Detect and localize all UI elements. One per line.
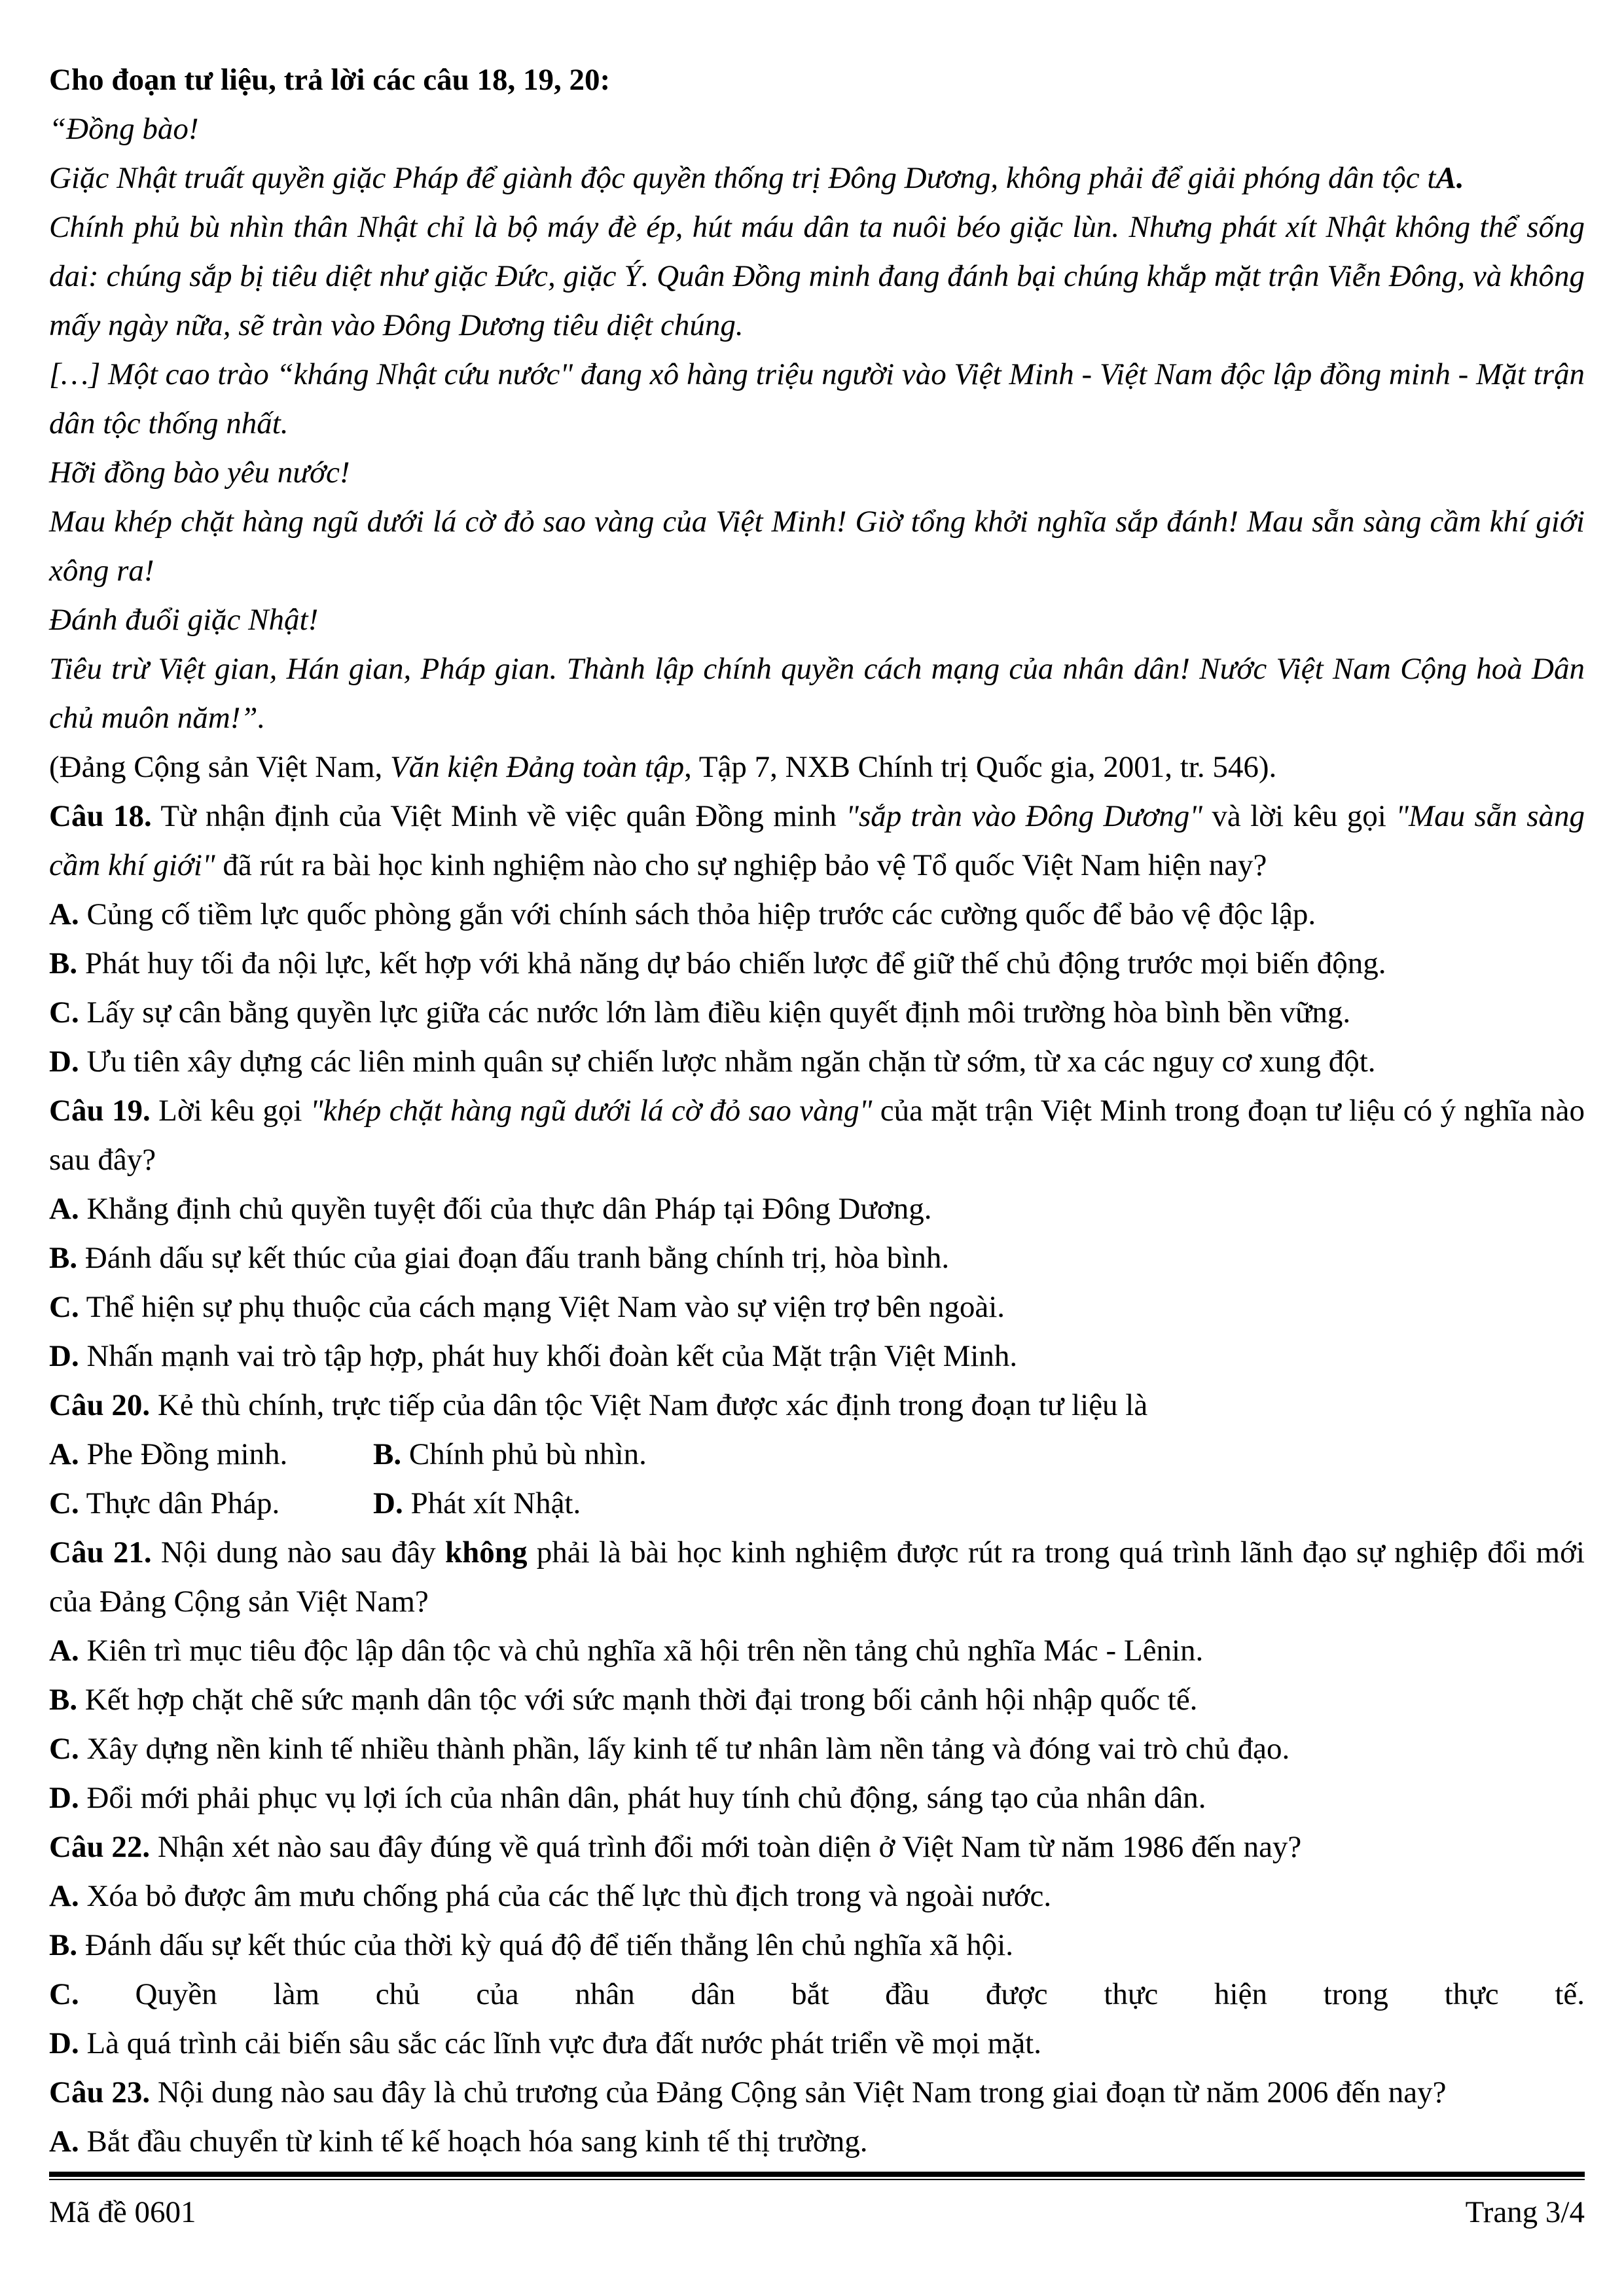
text-run: Thực dân Pháp.	[86, 1486, 280, 1520]
question	[49, 1528, 1585, 1823]
text-run: Xóa bỏ được âm mưu chống phá của các thế lực thù địch trong và ngoài nước.	[86, 1879, 1052, 1913]
option-label: D.	[49, 2026, 79, 2060]
text-run: Mau khép chặt hàng ngũ dưới lá cờ đỏ sao vàng của Việt Minh! Giờ tổng khởi nghĩa sắp đánh! Mau sẵn sàng cầm khí giới xông ra!	[49, 505, 1585, 588]
text-run: phải là bài học kinh nghiệm được rút ra trong quá trình lãnh đạo sự nghiệp đổi mới của Đảng Cộng sản Việt Nam?	[49, 1535, 1585, 1619]
text-run: Phe Đồng minh.	[86, 1437, 288, 1471]
passage	[49, 105, 1585, 743]
option	[49, 890, 1585, 939]
text-run: Từ nhận định của Việt Minh về việc quân Đồng minh	[160, 799, 846, 833]
option-label: B.	[49, 1241, 78, 1275]
text-run: (Đảng Cộng sản Việt Nam,	[49, 750, 391, 784]
option	[49, 1676, 1585, 1725]
text-run: Củng cố tiềm lực quốc phòng gắn với chính sách thỏa hiệp trước các cường quốc để bảo vệ độc lập.	[86, 897, 1316, 931]
option	[49, 1725, 1585, 1774]
option-label: C.	[49, 1732, 79, 1766]
option-cell	[373, 1430, 647, 1479]
option	[49, 1283, 1585, 1332]
question-stem	[49, 792, 1585, 890]
text-run: Nhấn mạnh vai trò tập hợp, phát huy khối đoàn kết của Mặt trận Việt Minh.	[86, 1339, 1018, 1373]
option	[49, 988, 1585, 1037]
option-row	[49, 1430, 1585, 1479]
option-label: A.	[49, 1634, 79, 1668]
text-run: Lời kêu gọi	[158, 1094, 310, 1128]
passage-paragraph	[49, 596, 1585, 645]
text-run: đã rút ra bài học kinh nghiệm nào cho sự nghiệp bảo vệ Tổ quốc Việt Nam hiện nay?	[215, 848, 1267, 882]
option	[373, 1437, 647, 1471]
text-run: Lấy sự cân bằng quyền lực giữa các nước lớn làm điều kiện quyết định môi trường hòa bình bền vững.	[86, 996, 1351, 1030]
option-label: C.	[49, 1486, 79, 1520]
questions	[49, 792, 1585, 2166]
text-run: Nội dung nào sau đây là chủ trương của Đảng Cộng sản Việt Nam trong giai đoạn từ năm 2006 đến nay?	[157, 2075, 1447, 2109]
option	[49, 1970, 1585, 2019]
question-label: Câu 21.	[49, 1535, 152, 1570]
question	[49, 1381, 1585, 1528]
text-run: Chính phủ bù nhìn.	[408, 1437, 647, 1471]
text-run: Bắt đầu chuyển từ kinh tế kế hoạch hóa sang kinh tế thị trường.	[86, 2125, 868, 2159]
text-run: Hỡi đồng bào yêu nước!	[49, 456, 350, 490]
option	[49, 939, 1585, 988]
option	[373, 1486, 581, 1520]
text-run: Ưu tiên xây dựng các liên minh quân sự chiến lược nhằm ngăn chặn từ sớm, từ xa các nguy cơ xung đột.	[86, 1045, 1376, 1079]
option-label: B.	[49, 1928, 78, 1962]
text-run: A.	[1435, 161, 1464, 195]
option-cell	[49, 1430, 373, 1479]
option	[49, 1437, 287, 1471]
text-run: […] Một cao trào “kháng Nhật cứu nước" đang xô hàng triệu người vào Việt Minh - Việt Nam độc lập đồng minh - Mặt trận dân tộc thống nhất.	[49, 357, 1585, 440]
option-label: D.	[373, 1486, 403, 1520]
option-cell	[49, 1479, 373, 1528]
option	[49, 1626, 1585, 1676]
text-run: của mặt trận Việt Minh trong đoạn tư liệu có ý nghĩa nào sau đây?	[49, 1094, 1585, 1177]
option-label: B.	[373, 1437, 402, 1471]
passage-paragraph	[49, 497, 1585, 596]
question	[49, 1086, 1585, 1381]
question-label: Câu 20.	[49, 1388, 151, 1422]
option-label: A.	[49, 1192, 79, 1226]
option-label: A.	[49, 2125, 79, 2159]
option	[49, 2117, 1585, 2166]
text-run: Đánh dấu sự kết thúc của giai đoạn đấu tranh bằng chính trị, hòa bình.	[84, 1241, 950, 1275]
text-run: Giặc Nhật truất quyền giặc Pháp để giành độc quyền thống trị Đông Dương, không phải để giải phóng dân tộc t	[49, 161, 1436, 195]
text-run: “Đồng bào!	[49, 112, 199, 146]
text-run: không	[445, 1535, 528, 1570]
text-run: Kẻ thù chính, trực tiếp của dân tộc Việt Nam được xác định trong đoạn tư liệu là	[157, 1388, 1148, 1422]
option-label: D.	[49, 1045, 79, 1079]
passage-paragraph	[49, 645, 1585, 743]
question-stem	[49, 1823, 1585, 1872]
text-run: Quyền làm chủ của nhân dân bắt đầu được thực hiện trong thực tế.	[135, 1977, 1585, 2011]
option-label: B.	[49, 1683, 78, 1717]
page-number: Trang 3/4	[1465, 2195, 1585, 2229]
text-run: Phát xít Nhật.	[410, 1486, 581, 1520]
text-run: và lời kêu gọi	[1202, 799, 1396, 833]
question-stem	[49, 1528, 1585, 1626]
option-label: A.	[49, 897, 79, 931]
option	[49, 1921, 1585, 1970]
footer-rule	[49, 2172, 1585, 2180]
text-run: Đánh dấu sự kết thúc của thời kỳ quá độ để tiến thẳng lên chủ nghĩa xã hội.	[84, 1928, 1014, 1962]
text-run: Khẳng định chủ quyền tuyệt đối của thực dân Pháp tại Đông Dương.	[86, 1192, 932, 1226]
text-run: Là quá trình cải biến sâu sắc các lĩnh vực đưa đất nước phát triển về mọi mặt.	[86, 2026, 1041, 2060]
passage-paragraph	[49, 154, 1585, 203]
question-label: Câu 18.	[49, 799, 152, 833]
question	[49, 2068, 1585, 2166]
text-run: , Tập 7, NXB Chính trị Quốc gia, 2001, tr. 546	[684, 750, 1259, 784]
option-cell	[373, 1479, 581, 1528]
text-run: Đánh đuổi giặc Nhật!	[49, 603, 319, 637]
question-label: Câu 22.	[49, 1830, 151, 1864]
option	[49, 1872, 1585, 1921]
text-run: "Mau sẵn sàng cầm khí giới"	[49, 799, 1585, 882]
passage-paragraph	[49, 448, 1585, 497]
option-label: B.	[49, 946, 78, 980]
option-row	[49, 1479, 1585, 1528]
question	[49, 1823, 1585, 2068]
text-run: Nhận xét nào sau đây đúng về quá trình đổi mới toàn diện ở Việt Nam từ năm 1986 đến nay?	[157, 1830, 1302, 1864]
passage-paragraph	[49, 350, 1585, 448]
question-stem	[49, 1381, 1585, 1430]
citation-line	[49, 743, 1585, 792]
question-stem	[49, 2068, 1585, 2117]
option-label: C.	[49, 1977, 79, 2011]
text-run: Thể hiện sự phụ thuộc của cách mạng Việt Nam vào sự viện trợ bên ngoài.	[86, 1290, 1005, 1324]
text-run: Kết hợp chặt chẽ sức mạnh dân tộc với sức mạnh thời đại trong bối cảnh hội nhập quốc tế.	[84, 1683, 1198, 1717]
passage-paragraph	[49, 105, 1585, 154]
footer	[49, 2172, 1585, 2237]
text-run: "khép chặt hàng ngũ dưới lá cờ đỏ sao vàng"	[310, 1094, 873, 1128]
text-run: Văn kiện Đảng toàn tập	[390, 750, 685, 784]
text-run: Đổi mới phải phục vụ lợi ích của nhân dân, phát huy tính chủ động, sáng tạo của nhân dân.	[86, 1781, 1206, 1815]
text-run: Nội dung nào sau đây	[160, 1535, 446, 1570]
text-run: Xây dựng nền kinh tế nhiều thành phần, lấy kinh tế tư nhân làm nền tảng và đóng vai trò chủ đạo.	[86, 1732, 1290, 1766]
option	[49, 2019, 1585, 2068]
exam-code: Mã đề 0601	[49, 2195, 196, 2229]
option-label: A.	[49, 1437, 79, 1471]
text-run: Tiêu trừ Việt gian, Hán gian, Pháp gian. Thành lập chính quyền cách mạng của nhân dân! Nước Việt Nam Cộng hoà Dân chủ muôn năm!”.	[49, 652, 1585, 735]
question-label: Câu 19.	[49, 1094, 151, 1128]
text-run: Chính phủ bù nhìn thân Nhật chỉ là bộ máy đè ép, hút máu dân ta nuôi béo giặc lùn. Nhưng phát xít Nhật không thể sống dai: chúng sắp bị tiêu diệt như giặc Đức, giặc Ý. Quân Đồng minh đang đánh bại chúng khắp mặt trận Viễn Đông, và không mấy ngày nữa, sẽ tràn vào Đông Dương tiêu diệt chúng.	[49, 210, 1585, 342]
question	[49, 792, 1585, 1086]
option-label: D.	[49, 1339, 79, 1373]
option-label: A.	[49, 1879, 79, 1913]
option	[49, 1234, 1585, 1283]
text-run: Kiên trì mục tiêu độc lập dân tộc và chủ nghĩa xã hội trên nền tảng chủ nghĩa Mác - Lênin.	[86, 1634, 1204, 1668]
text-run: ).	[1258, 750, 1277, 784]
option	[49, 1185, 1585, 1234]
option-label: D.	[49, 1781, 79, 1815]
option	[49, 1774, 1585, 1823]
option	[49, 1037, 1585, 1086]
option-label: C.	[49, 996, 79, 1030]
question-label: Câu 23.	[49, 2075, 151, 2109]
option	[49, 1486, 280, 1520]
option	[49, 1332, 1585, 1381]
text-run: Phát huy tối đa nội lực, kết hợp với khả năng dự báo chiến lược để giữ thế chủ động trước mọi biến động.	[84, 946, 1386, 980]
question-stem	[49, 1086, 1585, 1185]
option-label: C.	[49, 1290, 79, 1324]
text-run: "sắp tràn vào Đông Dương"	[846, 799, 1202, 833]
instruction-line: Cho đoạn tư liệu, trả lời các câu 18, 19, 20:	[49, 63, 611, 97]
passage-paragraph	[49, 203, 1585, 350]
